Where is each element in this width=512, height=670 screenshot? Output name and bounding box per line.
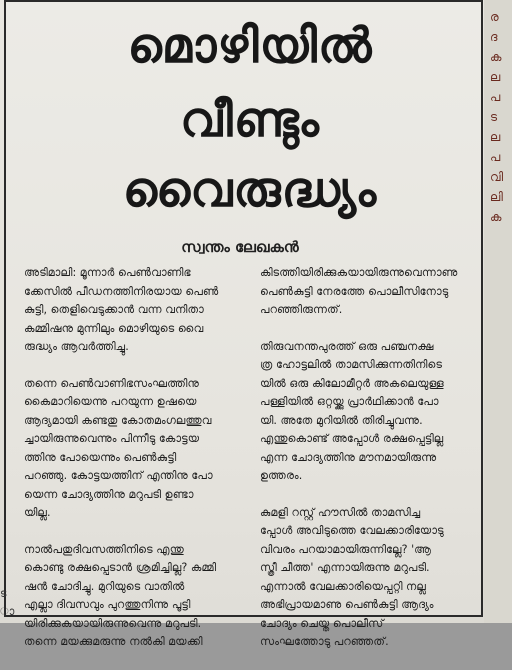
paragraph <box>260 504 478 652</box>
bottom-left-fragment <box>0 585 14 623</box>
adjacent-article-fragment <box>484 0 512 623</box>
text-line: ആദ്യമായി കണ്ടതു കോതമംഗലത്തുവ <box>24 413 212 427</box>
margin-text: പ <box>490 150 501 164</box>
text-line: തന്നെ പെൺവാണിഭസംഘത്തിനു <box>24 376 199 390</box>
text-line: കമ്മിഷനു മുന്നിലും മൊഴിയുടെ വൈ <box>24 321 204 335</box>
text-line: യി. അതേ മുറിയിൽ തിരിച്ചുവന്നു. <box>260 413 423 427</box>
text-line: കൈമാറിയെന്നു പറയുന്ന ഉഷയെ <box>24 395 197 408</box>
text-line: വിവരം പറയാമായിരുന്നില്ലേ? 'ആ <box>260 542 432 556</box>
text-line: രുദ്ധ്യം ആവർത്തിച്ചു. <box>24 340 129 353</box>
text-line: ഷൻ ചോദിച്ചു. മുറിയുടെ വാതിൽ <box>24 579 185 593</box>
text-line: ത്തിനു പോയെന്നും പെൺകുട്ടി <box>24 450 177 464</box>
text-line: അടിമാലി: മൂന്നാർ പെൺവാണിഭ <box>24 266 191 279</box>
paragraph <box>24 541 248 652</box>
headline-line-3: വൈരുദ്ധ്യം <box>122 162 378 218</box>
text-line: തിരുവനന്തപുരത്ത് ഒരു പഞ്ചനക്ഷ <box>260 339 434 353</box>
text-line: എന്നാൽ വേലക്കാരിയെപ്പറ്റി നല്ല <box>260 579 426 593</box>
text-line: സ്ത്രീ ചീത്ത' എന്നായിരുന്നു മറുപടി. <box>260 561 430 574</box>
margin-text: ട <box>0 587 7 600</box>
text-line: പെൺകുട്ടി നേരത്തേ പൊലീസിനോടു <box>260 284 449 298</box>
text-line: തന്നെ മയക്കുമരുന്നു നൽകി മയക്കി <box>24 635 203 648</box>
margin-text: പ <box>490 90 501 104</box>
text-line: എന്ന ചോദ്യത്തിനു മൗനമായിരുന്നു <box>260 450 437 464</box>
text-line: യില്ല. <box>24 506 51 519</box>
headline-line-1: മൊഴിയിൽ <box>127 18 373 74</box>
margin-text: ട <box>490 110 498 124</box>
text-line: പള്ളിയിൽ ഒറ്റയ്ക്കു പ്രാർഥിക്കാൻ പോ <box>260 395 439 408</box>
text-line: യെന്ന ചോദ്യത്തിനു മറുപടി ഉണ്ടാ <box>24 487 194 501</box>
margin-text: ക <box>490 210 502 224</box>
text-line: നാൽപതുദിവസത്തിനിടെ എന്തു <box>24 542 184 556</box>
text-line: എല്ലാ ദിവസവും പുറത്തുനിന്നു പൂട്ടി <box>24 598 191 611</box>
text-line: ച്ചായിരുന്നുവെന്നും പിന്നീടു കോട്ടയ <box>24 432 200 445</box>
text-line: ചോദ്യം ചെയ്ത പൊലീസ് <box>260 616 384 630</box>
article-column-left <box>24 264 248 670</box>
margin-text: ര <box>490 10 499 24</box>
text-line: പറഞ്ഞു. കോട്ടയത്തിന് എന്തിനു പോ <box>24 469 213 482</box>
text-line: ക്കേസിൽ പീഡനത്തിനിരയായ പെൺ <box>24 284 219 298</box>
margin-text: ലി <box>490 190 503 204</box>
text-line: സംഘത്തോടു പറഞ്ഞത്. <box>260 635 389 648</box>
text-line: കിടത്തിയിരിക്കുകയായിരുന്നുവെന്നാണു <box>260 266 458 279</box>
paragraph <box>260 264 478 320</box>
paragraph <box>260 338 478 486</box>
paragraph <box>24 375 248 523</box>
margin-text: ക <box>490 50 502 64</box>
text-line: അഭിപ്രായമാണു പെൺകുട്ടി ആദ്യം <box>260 598 434 611</box>
byline: സ്വന്തം ലേഖകൻ <box>181 238 299 256</box>
text-line: ഉത്തരം. <box>260 469 303 482</box>
text-line: പ്പോൾ അവിടുത്തെ വേലക്കാരിയോടു <box>260 524 444 537</box>
text-line: കുമളി റസ്റ്റ് ഹൗസിൽ താമസിച്ച <box>260 505 421 519</box>
text-line: ത്ര ഹോട്ടലിൽ താമസിക്കുന്നതിനിടെ <box>260 358 443 371</box>
paragraph <box>24 264 248 357</box>
margin-text: ല <box>490 130 501 144</box>
text-line: യിരിക്കുകയായിരുന്നുവെന്നു മറുപടി. <box>24 616 202 630</box>
text-line: കുട്ടി, തെളിവെടുക്കാൻ വന്ന വനിതാ <box>24 303 204 316</box>
text-line: യിൽ ഒരു കിലോമീറ്റർ അകലെയുള്ള <box>260 376 444 390</box>
article-column-right <box>260 264 478 670</box>
margin-text: ാ <box>0 605 15 618</box>
text-line: പറഞ്ഞിരുന്നത്. <box>260 303 343 316</box>
margin-text: ല <box>490 70 501 84</box>
headline-line-2: വീണ്ടും <box>180 92 320 148</box>
text-line: എന്തുകൊണ്ട് അപ്പോൾ രക്ഷപ്പെട്ടില്ല <box>260 432 444 445</box>
margin-text: ദ <box>490 30 498 44</box>
text-line: കൊണ്ടു രക്ഷപ്പെടാൻ ശ്രമിച്ചില്ല? കമ്മി <box>24 561 217 574</box>
margin-text: വി <box>490 170 504 184</box>
